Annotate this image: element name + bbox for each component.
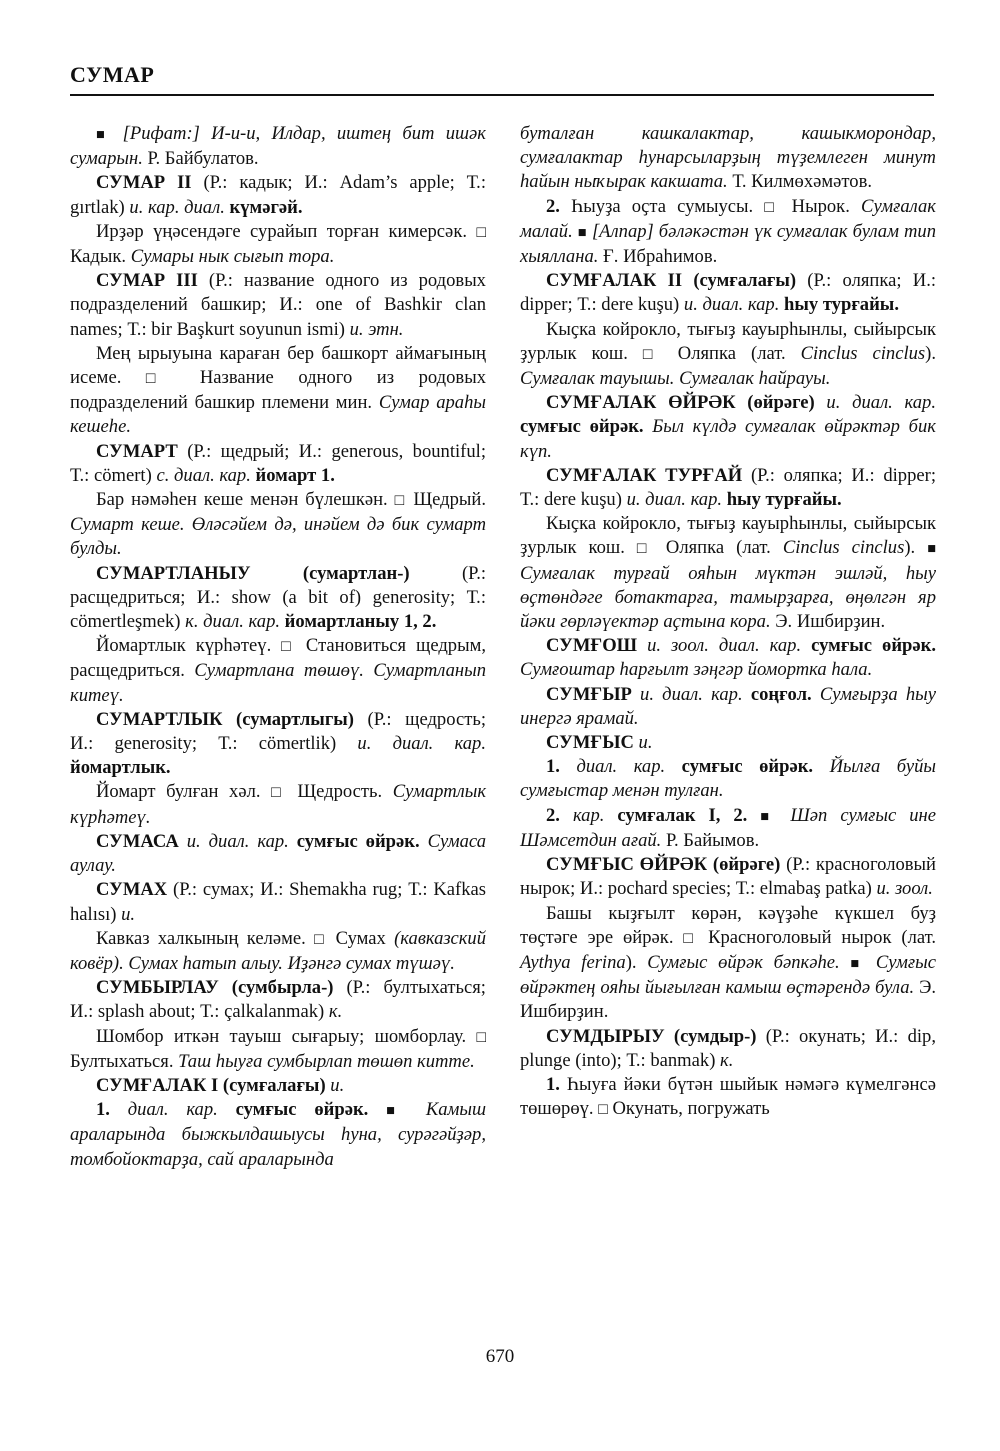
running-head: СУМАР bbox=[70, 62, 155, 87]
entry-sumdyryu-sense-1: 1. Һыуға йәки бүтән шыйык нәмәгә күмелгәнсә төшөрөү. □ Окунать, погружать bbox=[520, 1073, 936, 1122]
empty-square-icon bbox=[643, 343, 663, 364]
square-bullet-icon bbox=[96, 123, 111, 144]
entry-sumax: СУМАХ (Р.: сумах; И.: Shemakha rug; Т.: Kafkas halısı) и. bbox=[70, 879, 486, 925]
entry-sumar-2: СУМАР II (Р.: кадык; И.: Adam’s apple; Т.: gırtlak) и. кар. диал. күмәгәй. bbox=[70, 172, 486, 218]
empty-square-icon bbox=[683, 927, 698, 948]
entry-sumgys-sense-1: 1. диал. кар. сумғыс өйрәк. Йылға буйы сумғыстар менән тулған. bbox=[520, 756, 937, 802]
square-bullet-icon bbox=[578, 221, 587, 242]
entry-sumgyr: СУМҒЫР и. диал. кар. соңғол. Сумғырҙа һыу инергә ярамай. bbox=[520, 683, 936, 729]
entry-continuation: буталған кашкалактар, кашыкморондар, сумғалактар һунарсыларҙың түҙемлеген минут һайын ныҡырак какшата. Т. Килмөхәмәтов. bbox=[520, 123, 936, 193]
entry-sumgalak-2: СУМҒАЛАК II (сумғалағы) (Р.: оляпка; И.: dipper; Т.: dere kuşu) и. диал. кар. һыу турғайы. bbox=[520, 270, 937, 316]
right-column bbox=[520, 122, 936, 1122]
square-bullet-icon bbox=[850, 952, 865, 973]
entry-sumgys-oirak-example: Башы кыҙғылт көрән, кәүҙәһе күкшел буҙ төҫтәге эре өйрәк. □ Красноголовый нырок (лат. Aythya ferina). Сумғыс өйрәк бәпкәһе. ■ Сумғыс өйрәктең ояһы йығылған камыш өҫтәрендә була. Э. Ишбирҙин. bbox=[520, 902, 936, 1025]
empty-square-icon bbox=[598, 1098, 608, 1119]
entry-sumartlanyu-example: Йомартлык күрһәтеү. □ Становиться щедрым, расщедриться. Сумартлана төшөү. Сумартланып китеү. bbox=[70, 634, 486, 708]
entry-sumgalak-turgai: СУМҒАЛАК ТУРҒАЙ (Р.: оляпка; И.: dipper; Т.: dere kuşu) и. диал. кар. һыу турғайы. bbox=[520, 464, 936, 511]
entry-sumgys-oirak: СУМҒЫС ӨЙРӘК (өйрәге) (Р.: красноголовый нырок; И.: pochard species; Т.: elmabaş patka) и. зоол. bbox=[520, 854, 936, 900]
entry-sumgalak-1: СУМҒАЛАК I (сумғалағы) и. bbox=[96, 1074, 345, 1096]
entry-sumar-3-example: Мең ырыуына караған бер башкорт аймағының исеме. □ Название одного из родовых подразделений башкир племени мин. Сумар араһы кешеһе. bbox=[70, 342, 486, 440]
entry-sumartlanyu: СУМАРТЛАНЫУ (сумартлан-) (Р.: расщедриться; И.: show (a bit of) generosity; Т.: cömertleşmek) к. диал. кар. йомартланыу 1, 2. bbox=[70, 562, 487, 633]
entry-sumbyrlau: СУМБЫРЛАУ (сумбырла-) (Р.: бултыхаться; И.: splash about; Т.: çalkalanmak) к. bbox=[70, 977, 486, 1023]
empty-square-icon bbox=[395, 489, 407, 510]
entry-sumbyrlau-example: Шомбор иткән тауыш сығарыу; шомборлау. □ Бултыхаться. Таш һыуға сумбырлап төшөп китте. bbox=[70, 1025, 486, 1074]
entry-sumar-2-example: Ирҙәр үңәсендәге сурайып торған кимерсәк. □ Кадык. Сумары нык сығып тора. bbox=[70, 220, 486, 269]
page-number: 670 bbox=[485, 1346, 515, 1367]
entry-sumgosh: СУМҒОШ и. зоол. диал. кар. сумғыс өйрәк. Сумғоштар һарғылт зәңгәр йомортка һала. bbox=[520, 635, 937, 681]
entry-sumar-3: СУМАР III (Р.: название одного из родовых подразделений башкир; И.: one of Bashkir clan names; Т.: bir Başkurt soyunun ismi) и. этн. bbox=[70, 270, 486, 340]
entry-sumdyryu: СУМДЫРЫУ (сумдыр-) (Р.: окунать; И.: dip, plunge (into); Т.: banmak) к. bbox=[520, 1025, 936, 1071]
entry-sumgys-sense-2: 2. кар. сумғалак I, 2. ■ Шәп сумғыс ине Шәмсетдин ағай. Р. Байымов. bbox=[520, 804, 936, 853]
empty-square-icon bbox=[764, 196, 780, 217]
entry-sumartlyk-example: Йомарт булған хәл. □ Щедрость. Сумартлык күрһәтеү. bbox=[70, 780, 486, 829]
entry-sumgalak-1-sense-1: 1. диал. кар. сумғыс өйрәк. ■ Камыш араларында быжкылдашыусы һуна, сурәгәйҙәр, томбойоктарҙа, сай араларында bbox=[70, 1098, 486, 1172]
empty-square-icon bbox=[314, 928, 327, 949]
entry-sumart: СУМАРТ (Р.: щедрый; И.: generous, bountiful; Т.: cömert) с. диал. кар. йомарт 1. bbox=[70, 440, 486, 486]
empty-square-icon bbox=[146, 367, 175, 388]
empty-square-icon bbox=[637, 537, 654, 558]
empty-square-icon bbox=[476, 221, 486, 242]
header-rule bbox=[70, 94, 934, 96]
entry-sumart-example: Бар нәмәһен кеше менән бүлешкән. □ Щедрый. Сумарт кеше. Өләсәйем дә, инәйем дә бик сумарт булды. bbox=[70, 488, 486, 562]
empty-square-icon bbox=[281, 635, 296, 656]
empty-square-icon bbox=[476, 1026, 486, 1047]
entry-sumax-example: Кавказ халкының келәме. □ Сумах (кавказский ковёр). Сумах һатып алыу. Иҙәнгә сумах түшәү. bbox=[70, 927, 486, 976]
entry-continuation: ■ [Рифат:] И-и-и, Илдар, иштең бит ишәк сумарын. Р. Байбулатов. bbox=[70, 122, 486, 171]
left-column bbox=[70, 122, 486, 1172]
entry-sumartlyk: СУМАРТЛЫК (сумартлыгы) (Р.: щедрость; И.: generosity; Т.: cömertlik) и. диал. кар. йомартлык. bbox=[70, 708, 486, 779]
empty-square-icon bbox=[271, 781, 287, 802]
square-bullet-icon bbox=[760, 805, 777, 826]
entry-sumgalak-2-example: Кыҫка койроклo, тығыҙ кауырһынлы, сыйырсык ҙурлык кош. □ Оляпка (лат. Cinclus cinclus). Сумғалак тауышы. Сумғалак һайрауы. bbox=[520, 318, 936, 392]
entry-sumgalak-oirak: СУМҒАЛАК ӨЙРӘК (өйрәге) и. диал. кар. сумғыс өйрәк. Был күлдә сумғалак өйрәктәр бик күп. bbox=[520, 392, 936, 462]
entry-sumgalak-turgai-example: Кыҫка койроклo, тығыҙ кауырһынлы, сыйырсык ҙурлык кош. □ Оляпка (лат. Cinclus cinclus). ■ Сумғалак турғай ояһын мүктән эшләй, һыу өҫтөндәге ботактарға, тамырҙарға, өңөлгән яр йәки гөрләүектәр аҫтына кора. Э. Ишбирҙин. bbox=[520, 512, 936, 634]
entry-sumgys: СУМҒЫС и. bbox=[546, 732, 653, 754]
square-bullet-icon bbox=[386, 1099, 408, 1120]
entry-sumasa: СУМАСА и. диал. кар. сумғыс өйрәк. Сумаса аулау. bbox=[70, 830, 486, 877]
square-bullet-icon bbox=[927, 537, 936, 558]
entry-sumgalak-1-sense-2: 2. Һыуҙа оҫта сумыусы. □ Нырок. Сумғалак малай. ■ [Алпар] бәләкәстән үк сумғалак булам тип хыяллана. Ғ. Ибраһимов. bbox=[520, 195, 936, 270]
